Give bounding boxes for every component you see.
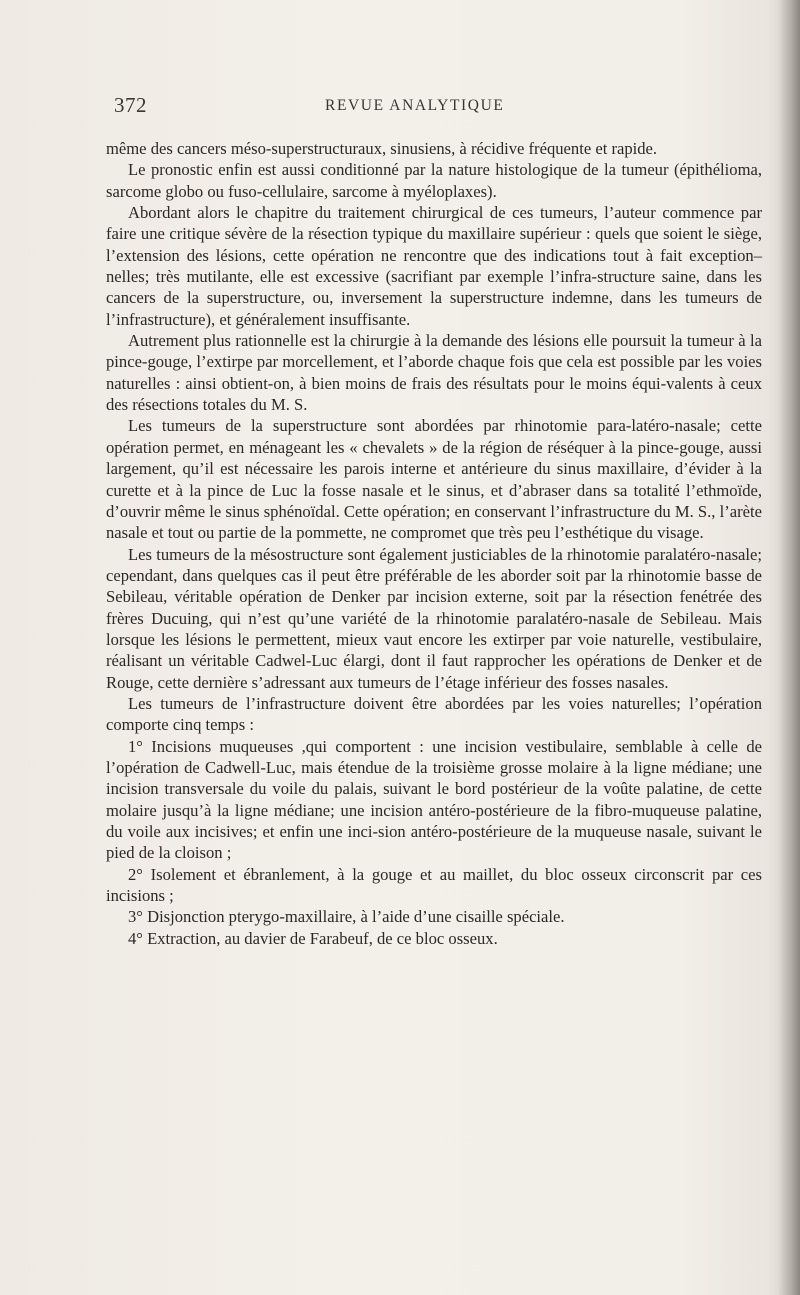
running-title: REVUE ANALYTIQUE: [325, 97, 505, 114]
paragraph: Abordant alors le chapitre du traitement chirurgical de ces tumeurs, l’auteur commence par faire une critique sévère de la résection typique du maxillaire supérieur : quels que soient le siège, l’extension des lésions, cette opération ne rencontre que des indications tout à fait exception–nelles; très mutilante, elle est excessive (sacrifiant par exemple l’infra-structure saine, dans les cancers de la superstructure, ou, inversement la superstructure indemne, dans les tumeurs de l’infrastructure), et généralement insuffisante.: [106, 203, 762, 329]
paragraph: même des cancers méso-superstructuraux, sinusiens, à récidive fréquente et rapide.: [106, 139, 658, 158]
list-item: 2° Isolement et ébranlement, à la gouge et au maillet, du bloc osseux circonscrit par ces incisions ;: [106, 864, 762, 906]
list-item: 3° Disjonction pterygo-maxillaire, à l’aide d’une cisaille spéciale.: [128, 907, 565, 927]
paragraph: Le pronostic enfin est aussi conditionné par la nature histologique de la tumeur (épithélioma, sarcome globo ou fuso-cellulaire, sarcome à myéloplaxes).: [106, 160, 762, 201]
page-number: 372: [114, 93, 147, 117]
list-item: 4° Extraction, au davier de Farabeuf, de ce bloc osseux.: [128, 928, 498, 948]
paragraph: Les tumeurs de la mésostructure sont également justiciables de la rhinotomie paralatéro-nasale; cependant, dans quelques cas il peut être préférable de les aborder soit par la rhinotomie basse de Sebileau, véritable opération de Denker par incision externe, soit par la résection fenétrée des frères Ducuing, qui n’est qu’une variété de la rhinotomie paralatéro-nasale de Sebileau. Mais lorsque les lésions le permettent, mieux vaut encore les extirper par voie naturelle, vestibulaire, réalisant un véritable Cadwel-Luc élargi, dont il faut rapprocher les opérations de Denker et de Rouge, cette dernière s’adressant aux tumeurs de l’étage inférieur des fosses nasales.: [106, 544, 762, 692]
running-header: [108, 93, 758, 119]
paragraph: Autrement plus rationnelle est la chirurgie à la demande des lésions elle poursuit la tumeur à la pince-gouge, l’extirpe par morcellement, et l’aborde chaque fois que cela est possible par les voies naturelles : ainsi obtient-on, à bien moins de frais des résultats pour le moins équi-valents à ceux des résections totales du M. S.: [106, 331, 762, 415]
list-item: 1° Incisions muqueuses ,qui comportent : une incision vestibulaire, semblable à celle de l’opération de Cadwell-Luc, mais étendue de la troisième grosse molaire à la ligne médiane; une incision transversale du voile du palais, suivant le bord postérieur de la voûte palatine, de cette molaire jusqu’à la ligne médiane; une incision antéro-postérieure de la fibro-muqueuse palatine, du voile aux incisives; et enfin une inci-sion antéro-postérieure de la muqueuse nasale, suivant le pied de la cloison ;: [106, 736, 762, 863]
paragraph: Les tumeurs de l’infrastructure doivent être abordées par les voies naturelles; l’opération comporte cinq temps :: [106, 693, 762, 735]
article-body: [106, 138, 762, 949]
page-edge-shadow: [778, 0, 800, 1295]
paragraph: Les tumeurs de la superstructure sont abordées par rhinotomie para-latéro-nasale; cette opération permet, en ménageant les « chevalets » de la région de réséquer à la pince-gouge, aussi largement, qu’il est nécessaire les parois interne et antérieure du sinus maxillaire, d’évider à la curette et à la pince de Luc la fosse nasale et le sinus, et d’abraser dans sa totalité l’ethmoïde, d’ouvrir même le sinus sphénoïdal. Cette opération; en conservant l’infrastructure du M. S., l’arète nasale et tout ou partie de la pommette, ne compromet que très peu l’esthétique du visage.: [106, 416, 762, 543]
